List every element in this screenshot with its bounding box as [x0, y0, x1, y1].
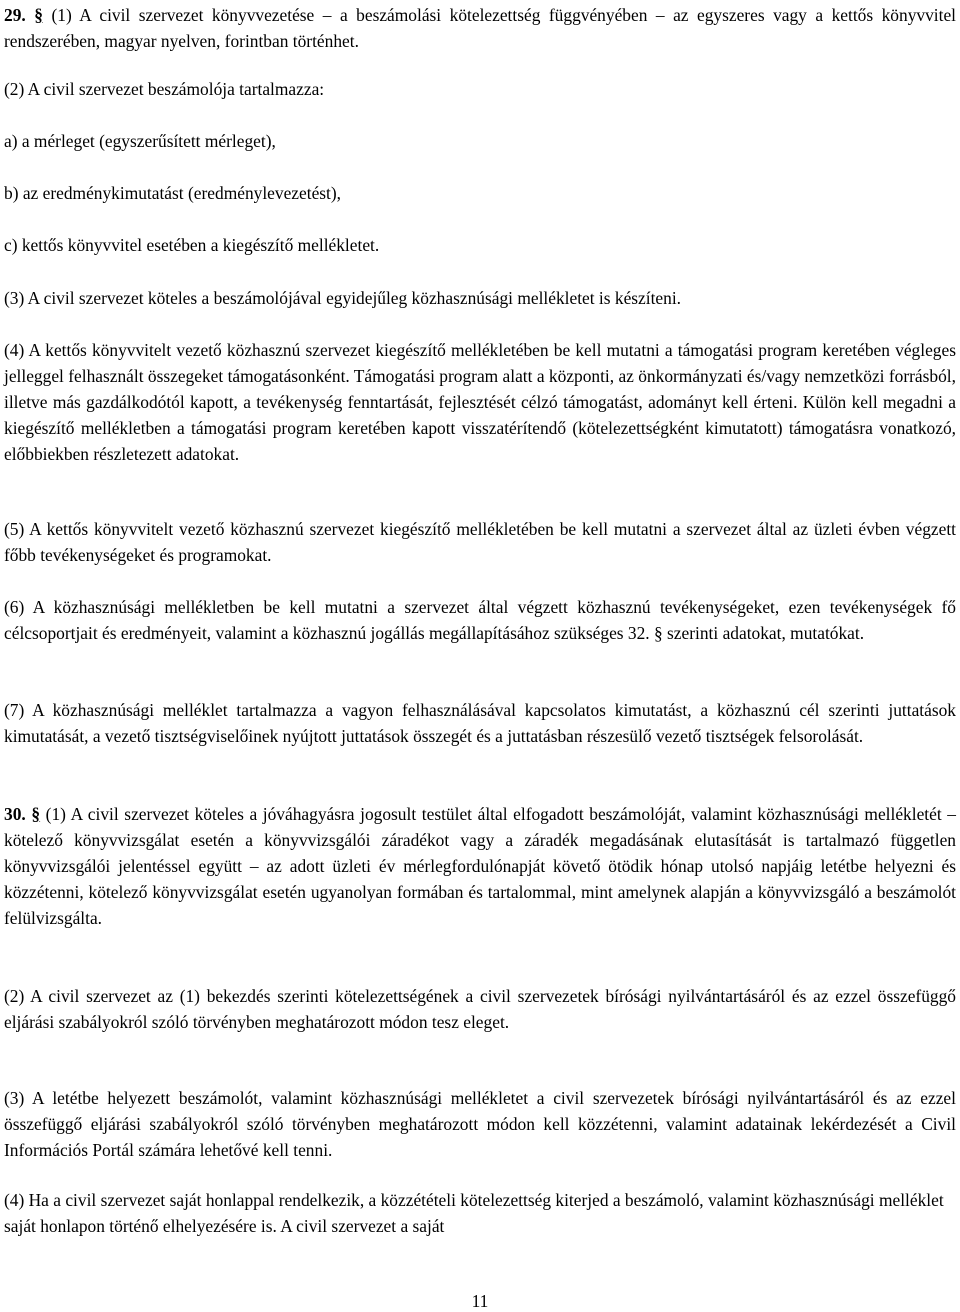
paragraph-29-5: (5) A kettős könyvvitelt vezető közhasznú szervezet kiegészítő mellékletében be kell mutatni a szervezet által az üzleti évben végzett főbb tevékenységeket és programokat. — [4, 519, 956, 565]
paragraph-29-7: (7) A közhasznúsági melléklet tartalmazza a vagyon felhasználásával kapcsolatos kimutatást, a közhasznú cél szerinti juttatások kimutatását, a vezető tisztségviselőinek nyújtott juttatások összegét és a juttatásban részesülő vezető tisztségek felsorolását. — [4, 700, 956, 746]
section-number-30: 30. — [4, 804, 26, 824]
list-item-b: b) az eredménykimutatást (eredménylevezetést), — [4, 183, 342, 203]
paragraph-29-6: (6) A közhasznúsági mellékletben be kell mutatni a szervezet által végzett közhasznú tevékenységeket, ezen tevékenységek fő célcsoportjait és eredményeit, valamint a közhasznú jogállás megállapításához szükséges 32. § szerinti adatokat, mutatókat. — [4, 597, 956, 643]
list-item-c: c) kettős könyvvitel esetében a kiegészítő mellékletet. — [4, 235, 380, 255]
paragraph-text: (1) A civil szervezet könyvvezetése – a beszámolási kötelezettség függvényében – az egyszeres vagy a kettős könyvvitel rendszerében, magyar nyelven, forintban történhet. — [4, 5, 956, 51]
paragraph-30-2: (2) A civil szervezet az (1) bekezdés szerinti kötelezettségének a civil szervezetek bírósági nyilvántartásáról és az ezzel összefüggő eljárási szabályokról szóló törvényben meghatározott módon tesz eleget. — [4, 986, 956, 1032]
paragraph-29-4: (4) A kettős könyvvitelt vezető közhasznú szervezet kiegészítő mellékletében be kell mutatni a támogatási program keretében végleges jelleggel felhasznált összegeket támogatásonként. Támogatási program alatt a központi, az önkormányzati és/vagy nemzetközi forrásból, illetve más gazdálkodótól kapott, a tevékenység fenntartását, fejlesztését célzó támogatást, adományt kell érteni. Külön kell megadni a kiegészítő mellékletben a támogatási program keretében kapott visszatérítendő (kötelezettségként kimutatott) támogatásra vonatkozó, előbbiekben részletezett adatokat. — [4, 340, 956, 464]
section-sign-30: § — [31, 804, 41, 824]
paragraph-29-1 — [4, 2, 956, 54]
paragraph-29-3: (3) A civil szervezet köteles a beszámolójával egyidejűleg közhasznúsági mellékletet is készíteni. — [4, 288, 682, 308]
list-item-a: a) a mérleget (egyszerűsített mérleget), — [4, 131, 276, 151]
paragraph-30-3: (3) A letétbe helyezett beszámolót, valamint közhasznúsági mellékletet a civil szervezetek bírósági nyilvántartásáról és az ezzel összefüggő eljárási szabályokról szóló törvényben meghatározott módon kell közzétenni, valamint adatainak lekérdezését a Civil Információs Portál számára lehetővé kell tenni. — [4, 1088, 956, 1160]
paragraph-29-2: (2) A civil szervezet beszámolója tartalmazza: — [4, 79, 325, 99]
paragraph-30-1 — [4, 801, 956, 931]
paragraph-text: (1) A civil szervezet köteles a jóváhagyásra jogosult testület által elfogadott beszámolóját, valamint közhasznúsági mellékletét – kötelező könyvvizsgálat esetén a könyvvizsgálói záradékot vagy a záradék megadásának elutasítását is tartalmazó független könyvvizsgálói jelentéssel együtt – az adott üzleti év mérlegfordulónapját követő ötödik hónap utolsó napjáig letétbe helyezni és közzétenni, kötelező könyvvizsgálat esetén ugyanolyan formában és tartalommal, mint amelynek alapján a könyvvizsgáló a beszámolót felülvizsgálta. — [4, 804, 956, 928]
section-sign-29: § — [34, 5, 43, 25]
page-number: 11 — [471, 1291, 489, 1311]
section-number-29: 29. — [4, 5, 26, 25]
paragraph-30-4: (4) Ha a civil szervezet saját honlappal rendelkezik, a közzétételi kötelezettség kiterjed a beszámoló, valamint közhasznúsági melléklet saját honlapon történő elhelyezésére is. A civil szervezet a saját — [4, 1190, 944, 1236]
